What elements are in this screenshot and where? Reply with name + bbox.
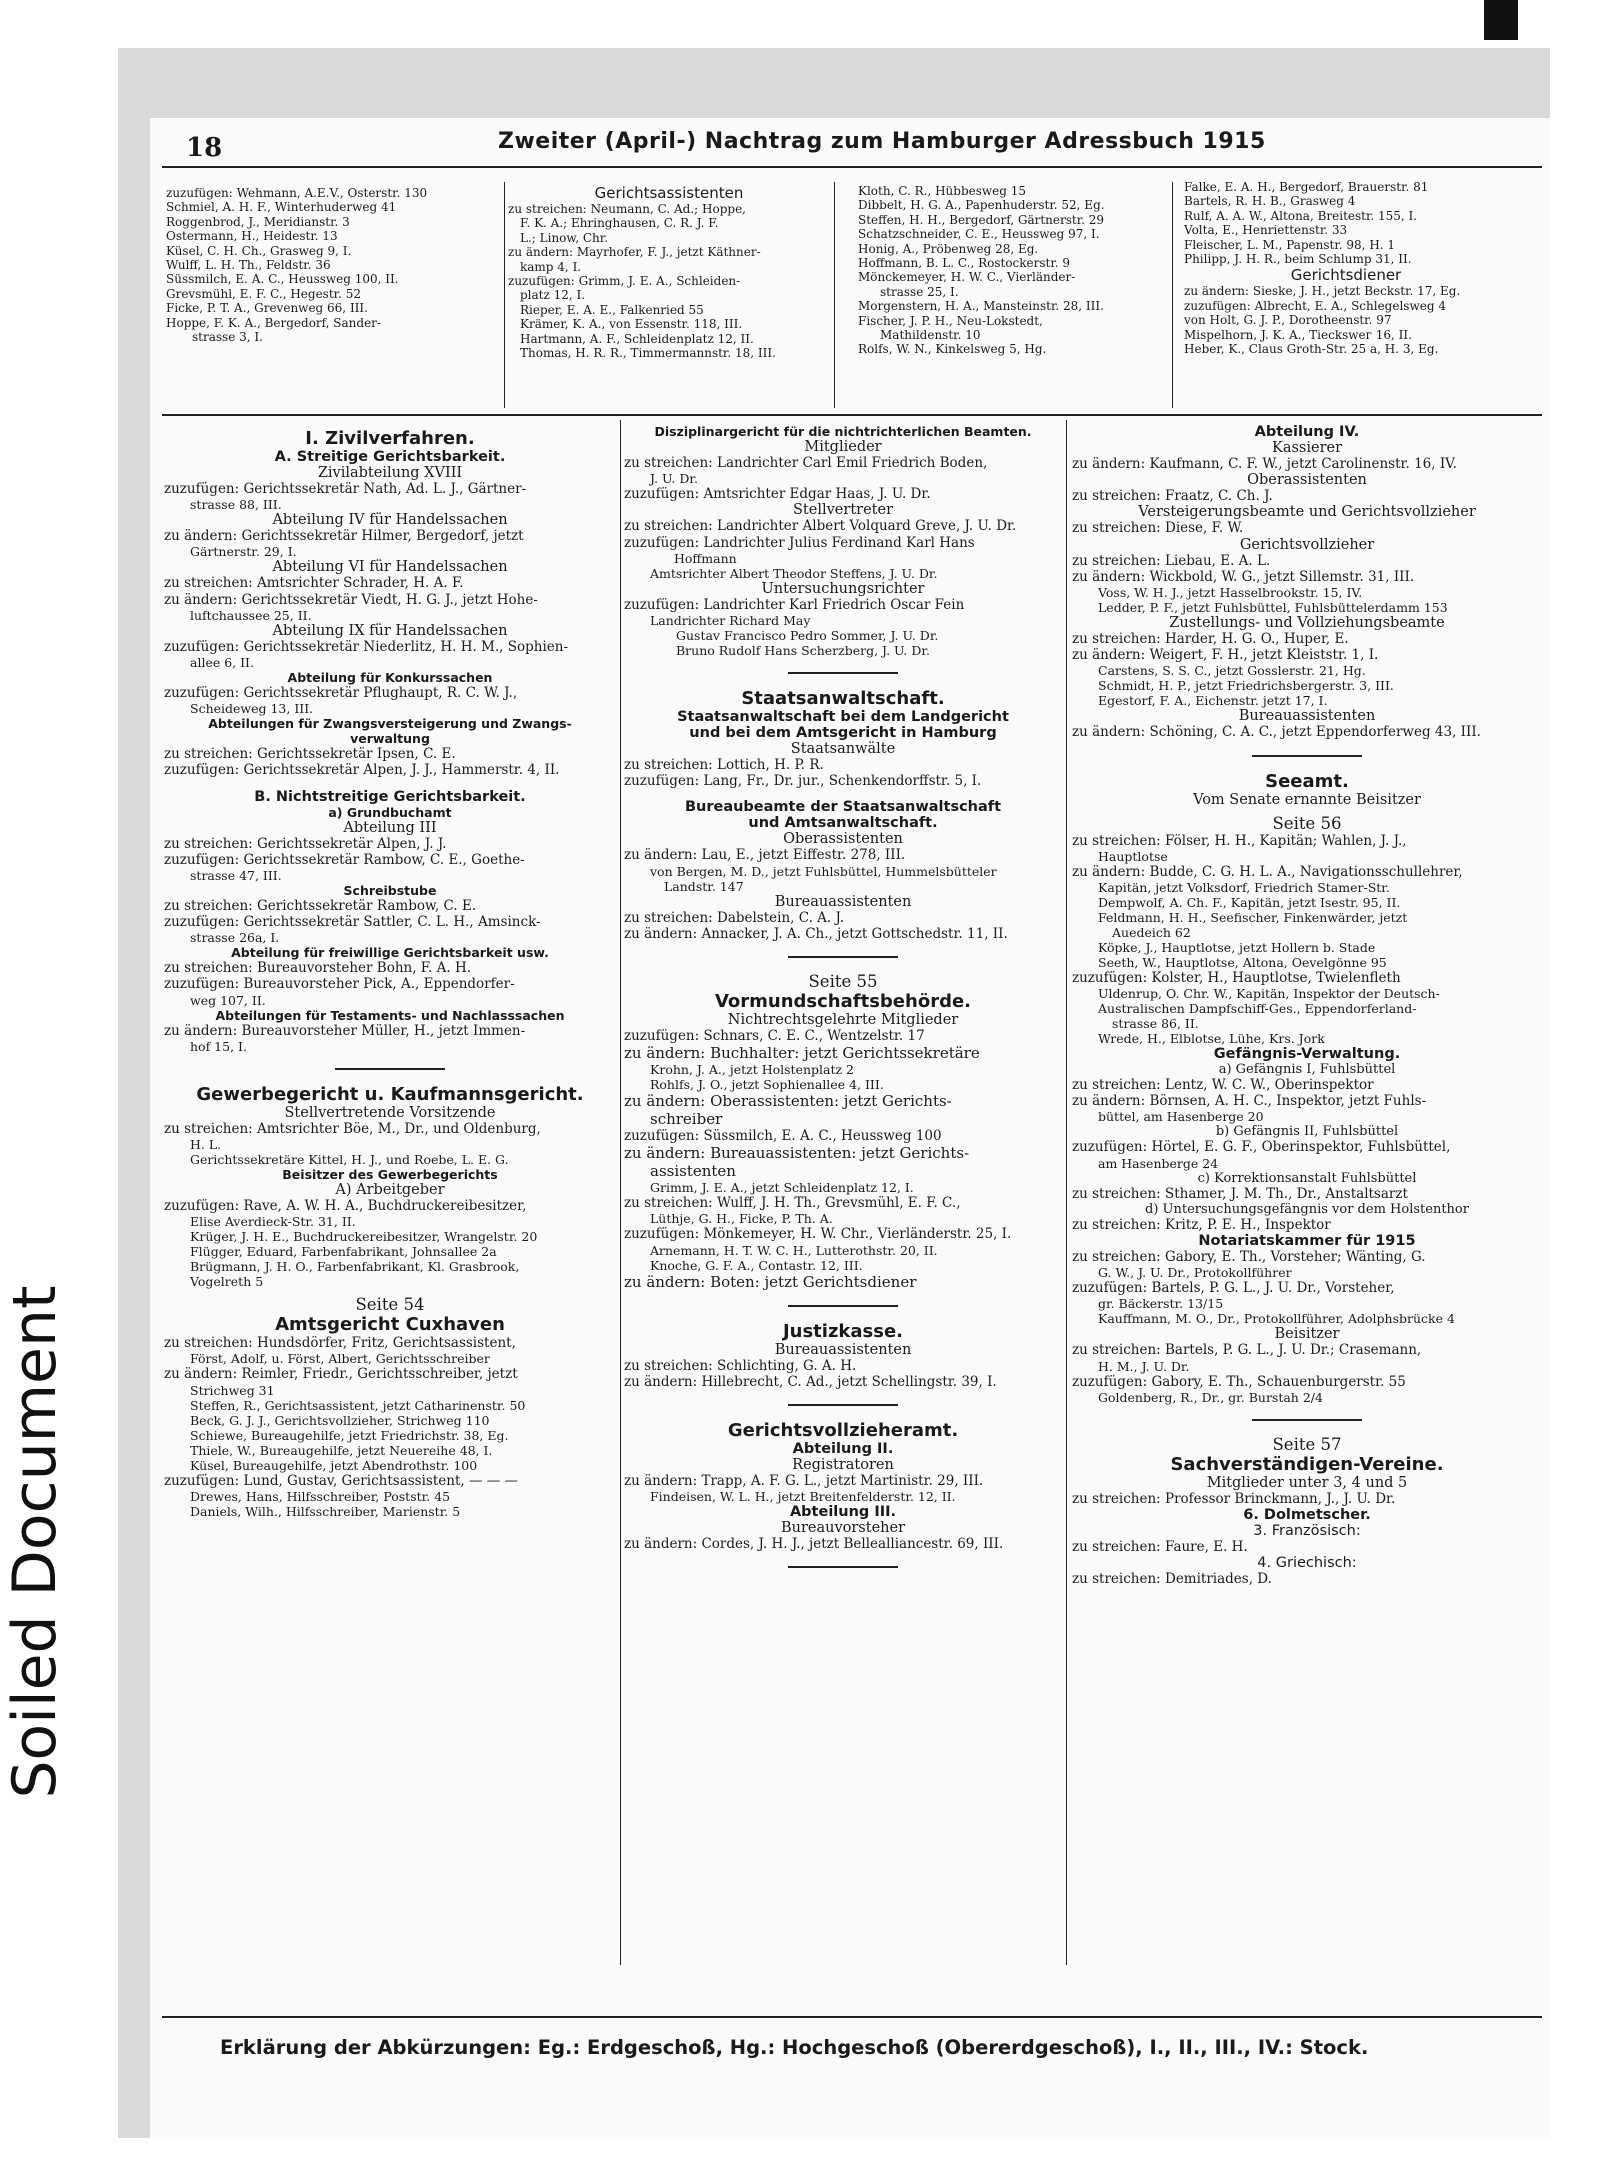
list-item: zuzufügen: Gerichtssekretär Alpen, J. J., Hammerstr. 4, II.: [164, 762, 560, 779]
list-item: Fleischer, L. M., Papenstr. 98, H. 1: [1184, 237, 1396, 252]
list-item: zu streichen: Lentz, W. C. W., Oberinspektor: [1072, 1077, 1374, 1094]
section-heading: Justizkasse.: [782, 1320, 904, 1342]
list-item: zu ändern: Cordes, J. H. J., jetzt Bellealliancestr. 69, III.: [624, 1536, 1004, 1553]
list-item: zu streichen: Bureauvorsteher Bohn, F. A. H.: [164, 960, 472, 977]
middle-column: [624, 424, 1062, 1964]
list-item: Daniels, Wilh., Hilfsschreiber, Marienstr. 5: [190, 1503, 461, 1519]
list-item: F. K. A.; Ehringhausen, C. R. J. F.: [520, 216, 719, 231]
list-item: zu ändern: Hillebrecht, C. Ad., jetzt Schellingstr. 39, I.: [624, 1373, 997, 1390]
list-item: Egestorf, F. A., Eichenstr. jetzt 17, I.: [1098, 693, 1328, 709]
subheading: Abteilung für freiwillige Gerichtsbarkeit usw.: [231, 945, 549, 961]
list-item: zuzufügen: Schnars, C. E. C., Wentzelstr. 17: [624, 1027, 925, 1044]
list-item: Mönckemeyer, H. W. C., Vierländer-: [858, 270, 1076, 285]
list-item: zuzufügen: Gerichtssekretär Rambow, C. E., Goethe-: [164, 851, 525, 868]
list-item: zuzufügen: Süssmilch, E. A. C., Heussweg 100: [624, 1128, 942, 1145]
list-item: Voss, W. H. J., jetzt Hasselbrookstr. 15, IV.: [1098, 584, 1363, 600]
list-item: zuzufügen: Bureauvorsteher Pick, A., Eppendorfer-: [164, 976, 515, 993]
list-item: weg 107, II.: [190, 992, 266, 1008]
list-item: strasse 47, III.: [190, 867, 282, 883]
list-item: Philipp, J. H. R., beim Schlump 31, II.: [1184, 251, 1412, 266]
side-label: Soiled Document: [0, 1285, 70, 1799]
list-item: Volta, E., Henriettenstr. 33: [1184, 223, 1348, 238]
section-heading: und Amtsanwaltschaft.: [748, 815, 938, 832]
list-item: Honig, A., Pröbenweg 28, Eg.: [858, 241, 1039, 256]
subheading: Oberassistenten: [783, 831, 903, 848]
subheading: Untersuchungsrichter: [761, 580, 925, 597]
list-item: zu streichen: Faure, E. H.: [1072, 1538, 1248, 1555]
subheading: Beisitzer: [1274, 1326, 1340, 1343]
list-item: zu ändern: Weigert, F. H., jetzt Kleiststr. 1, I.: [1072, 647, 1379, 664]
list-item: Bartels, R. H. B., Grasweg 4: [1184, 194, 1356, 209]
list-item: Hoffmann: [674, 550, 737, 566]
list-item: Steffen, R., Gerichtsassistent, jetzt Catharinenstr. 50: [190, 1397, 526, 1413]
subheading: Kassierer: [1271, 440, 1343, 456]
list-item: von Holt, G. J. P., Dorotheenstr. 97: [1184, 313, 1392, 328]
list-item: J. U. Dr.: [650, 471, 698, 487]
list-item: kamp 4, I.: [520, 259, 582, 274]
list-item: zu ändern: Bureauvorsteher Müller, H., jetzt Immen-: [164, 1022, 526, 1039]
section-heading: Staatsanwaltschaft.: [741, 687, 945, 709]
list-item: Krüger, J. H. E., Buchdruckereibesitzer, Wrangelstr. 20: [190, 1229, 538, 1245]
list-item: zuzufügen: Gabory, E. Th., Schauenburgerstr. 55: [1072, 1373, 1406, 1390]
top-column-3: [858, 184, 1170, 410]
list-item: zuzufügen: Lang, Fr., Dr. jur., Schenkendorffstr. 5, I.: [624, 773, 982, 790]
list-item: Seeth, W., Hauptlotse, Altona, Oevelgönne 95: [1098, 954, 1387, 970]
section-heading: Notariatskammer für 1915: [1198, 1233, 1416, 1249]
subheading: c) Korrektionsanstalt Fuhlsbüttel: [1197, 1170, 1417, 1186]
list-item: von Bergen, M. D., jetzt Fuhlsbüttel, Hummelsbütteler: [650, 863, 997, 879]
list-item: Kloth, C. R., Hübbesweg 15: [858, 184, 1027, 198]
list-item: zu streichen: Fraatz, C. Ch. J.: [1072, 488, 1273, 505]
list-item: zu streichen: Schlichting, G. A. H.: [624, 1357, 857, 1374]
list-item: Roggenbrod, J., Meridianstr. 3: [166, 214, 350, 229]
subheading: verwaltung: [350, 731, 430, 747]
list-item: Rohlfs, J. O., jetzt Sophienallee 4, III.: [650, 1077, 884, 1093]
divider: [788, 672, 898, 674]
list-item: Küsel, C. H. Ch., Grasweg 9, I.: [166, 243, 352, 258]
list-item: assistenten: [650, 1162, 736, 1181]
subheading: a) Gefängnis I, Fuhlsbüttel: [1218, 1062, 1396, 1078]
list-item: zuzufügen: Kolster, H., Hauptlotse, Twielenfleth: [1072, 969, 1401, 986]
divider: [1252, 755, 1362, 757]
list-item: Kapitän, jetzt Volksdorf, Friedrich Stamer-Str.: [1098, 879, 1390, 895]
section-heading: und bei dem Amtsgericht in Hamburg: [689, 724, 997, 741]
subheading: Versteigerungsbeamte und Gerichtsvollzieher: [1138, 504, 1476, 521]
list-item: zuzufügen: Lund, Gustav, Gerichtsassistent, — — —: [164, 1472, 519, 1489]
subheading: Beisitzer des Gewerbegerichts: [282, 1167, 498, 1182]
list-item: zu streichen: Diese, F. W.: [1072, 520, 1244, 537]
column-rule: [504, 182, 505, 408]
list-item: zu ändern: Mayrhofer, F. J., jetzt Käthner-: [508, 245, 761, 260]
list-item: zuzufügen: Gerichtssekretär Nath, Ad. L. J., Gärtner-: [164, 481, 527, 497]
list-item: büttel, am Hasenberge 20: [1098, 1109, 1264, 1125]
subheading: Abteilung für Konkurssachen: [287, 669, 493, 685]
list-item: zu streichen: Sthamer, J. M. Th., Dr., Anstaltsarzt: [1072, 1185, 1408, 1202]
list-item: Mispelhorn, J. K. A., Tieckswег 16, II.: [1184, 327, 1412, 342]
list-item: Feldmann, H. H., Seefischer, Finkenwärder, jetzt: [1098, 909, 1408, 925]
list-item: strasse 88, III.: [190, 497, 282, 513]
section-heading: Amtsgericht Cuxhaven: [275, 1314, 505, 1336]
list-item: zu ändern: Wickbold, W. G., jetzt Sillemstr. 31, III.: [1072, 568, 1415, 585]
list-item: Carstens, S. S. C., jetzt Gosslerstr. 21, Hg.: [1098, 663, 1366, 679]
list-item: zu streichen: Harder, H. G. O., Huper, E.: [1072, 630, 1349, 647]
subheading: Abteilung II.: [792, 1441, 894, 1457]
list-item: H. L.: [190, 1137, 222, 1152]
list-item: zuzufügen: Rave, A. W. H. A., Buchdruckereibesitzer,: [164, 1198, 527, 1214]
list-item: Schatzschneider, C. E., Heussweg 97, I.: [858, 227, 1100, 242]
list-item: Hoppe, F. K. A., Bergedorf, Sander-: [166, 315, 381, 330]
list-item: Fischer, J. P. H., Neu-Lokstedt,: [858, 313, 1043, 328]
list-item: luftchaussee 25, II.: [190, 607, 312, 623]
list-item: zuzufügen: Landrichter Julius Ferdinand Karl Hans: [624, 534, 975, 551]
divider: [335, 1068, 445, 1070]
section-heading: Vormundschaftsbehörde.: [714, 990, 972, 1012]
list-item: Rieper, E. A. E., Falkenried 55: [520, 302, 704, 317]
list-item: zuzufügen: Mönkemeyer, H. W. Chr., Vierländerstr. 25, I.: [624, 1226, 1012, 1243]
list-item: H. M., J. U. Dr.: [1098, 1358, 1190, 1374]
list-item: Gerichtssekretäre Kittel, H. J., und Roebe, L. E. G.: [190, 1152, 509, 1167]
list-item: Krämer, K. A., von Essenstr. 118, III.: [520, 317, 743, 332]
list-item: zu streichen: Fölser, H. H., Kapitän; Wahlen, J. J.,: [1072, 832, 1407, 849]
list-item: strasse 26a, I.: [190, 930, 280, 946]
divider: [788, 1566, 898, 1568]
list-item: Ficke, P. T. A., Grevenweg 66, III.: [166, 301, 368, 316]
list-item: zuzufügen: Grimm, J. E. A., Schleiden-: [508, 273, 741, 288]
list-item: Ostermann, H., Heidestr. 13: [166, 229, 338, 244]
column-rule: [1172, 182, 1173, 408]
list-item: zuzufügen: Hörtel, E. G. F., Oberinspektor, Fuhlsbüttel,: [1072, 1139, 1451, 1156]
list-item: Landrichter Richard May: [650, 612, 811, 628]
list-item: zu streichen: Landrichter Albert Volquard Greve, J. U. Dr.: [624, 518, 1017, 535]
list-item: zuzufügen: Gerichtssekretär Niederlitz, H. H. M., Sophien-: [164, 638, 569, 655]
list-item: Heber, K., Claus Groth-Str. 25 a, H. 3, Eg.: [1184, 341, 1439, 356]
list-item: Dibbelt, H. G. A., Papenhuderstr. 52, Eg.: [858, 198, 1105, 213]
list-item: Australischen Dampfschiff-Ges., Eppendorferland-: [1098, 1001, 1417, 1017]
list-item: Falke, E. A. H., Bergedorf, Brauerstr. 81: [1184, 180, 1429, 194]
list-item: Amtsrichter Albert Theodor Steffens, J. U. Dr.: [650, 565, 938, 581]
list-item: Hauptlotse: [1098, 848, 1168, 864]
list-item: Thiele, W., Bureaugehilfe, jetzt Neuereihe 48, I.: [190, 1442, 493, 1458]
section-heading: Gerichtsvollzieheramt.: [727, 1420, 959, 1441]
running-head: Zweiter (April-) Nachtrag zum Hamburger Adressbuch 1915: [498, 129, 1266, 154]
list-item: zu streichen: Hundsdörfer, Fritz, Gerichtsassistent,: [164, 1335, 516, 1352]
list-item: Knoche, G. F. A., Contastr. 12, III.: [650, 1257, 863, 1273]
list-item: zu ändern: Annacker, J. A. Ch., jetzt Gottschedstr. 11, II.: [624, 925, 1008, 942]
list-item: G. W., J. U. Dr., Protokollführer: [1098, 1265, 1292, 1281]
list-item: Uldenrup, O. Chr. W., Kapitän, Inspektor der Deutsch-: [1098, 986, 1440, 1002]
list-item: Rolfs, W. N., Kinkelsweg 5, Hg.: [858, 342, 1047, 357]
list-item: zu streichen: Bartels, P. G. L., J. U. Dr.; Crasemann,: [1072, 1342, 1422, 1359]
list-item: Först, Adolf, u. Först, Albert, Gerichtsschreiber: [190, 1351, 490, 1367]
list-item: zu streichen: Neumann, C. Ad.; Hoppe,: [508, 202, 746, 216]
list-item: hof 15, I.: [190, 1038, 247, 1054]
subheading: Nichtrechtsgelehrte Mitglieder: [727, 1011, 959, 1028]
list-item: L.; Linow, Chr.: [520, 230, 609, 245]
list-item: gr. Bäckerstr. 13/15: [1098, 1296, 1224, 1312]
right-column: [1072, 424, 1542, 1964]
list-item: zu streichen: Dabelstein, C. A. J.: [624, 909, 845, 926]
list-item: Strichweg 31: [190, 1382, 275, 1398]
list-item: Wulff, L. H. Th., Feldstr. 36: [166, 257, 331, 272]
divider: [788, 1404, 898, 1406]
top-column-2: [508, 184, 830, 410]
left-column: [164, 428, 616, 1968]
page-ref: Seite 56: [1272, 813, 1342, 833]
page-ref: Seite 54: [355, 1295, 425, 1315]
list-item: Schmidt, H. P., jetzt Friedrichsbergerstr. 3, III.: [1098, 678, 1394, 694]
list-item: Scheideweg 13, III.: [190, 701, 314, 717]
list-item: Köpke, J., Hauptlotse, jetzt Hollern b. Stade: [1098, 939, 1376, 955]
list-item: Arnemann, H. T. W. C. H., Lutterothstr. 20, II.: [650, 1242, 938, 1258]
list-item: zu ändern: Kaufmann, C. F. W., jetzt Carolinenstr. 16, IV.: [1072, 456, 1457, 472]
subheading: Abteilung IV für Handelssachen: [272, 512, 508, 529]
list-item: Mathildenstr. 10: [880, 327, 981, 342]
list-item: strasse 25, I.: [880, 284, 959, 299]
list-item: Küsel, Bureaugehilfe, jetzt Abendrothstr. 100: [190, 1457, 478, 1473]
list-item: Flügger, Eduard, Farbenfabrikant, Johnsallee 2a: [190, 1244, 497, 1260]
divider: [788, 1305, 898, 1307]
section-heading: Gerichtsassistenten: [594, 184, 744, 202]
subheading: Abteilungen für Testaments- und Nachlasssachen: [215, 1007, 565, 1023]
list-item: zu streichen: Liebau, E. A. L.: [1072, 552, 1271, 569]
subheading: Mitglieder: [804, 439, 882, 455]
list-item: zu ändern: Gerichtssekretär Viedt, H. G. J., jetzt Hohe-: [164, 591, 538, 608]
subheading: d) Untersuchungsgefängnis vor dem Holstenthor: [1145, 1201, 1469, 1217]
list-item: zu streichen: Amtsrichter Schrader, H. A. F.: [164, 575, 464, 592]
subheading: Abteilung III.: [789, 1504, 897, 1521]
subheading: b) Gefängnis II, Fuhlsbüttel: [1215, 1124, 1399, 1140]
subheading: Bureauassistenten: [1238, 708, 1376, 725]
list-item: Brügmann, J. H. O., Farbenfabrikant, Kl. Grasbrook,: [190, 1259, 520, 1275]
list-item: zu streichen: Wulff, J. H. Th., Grevsmühl, E. F. C.,: [624, 1195, 961, 1212]
list-item: am Hasenberge 24: [1098, 1155, 1219, 1171]
list-item: Hoffmann, B. L. C., Rostockerstr. 9: [858, 255, 1071, 270]
list-item: Grimm, J. E. A., jetzt Schleidenplatz 12, I.: [650, 1180, 914, 1196]
list-item: strasse 3, I.: [192, 329, 263, 344]
list-item: Beck, G. J. J., Gerichtsvollzieher, Strichweg 110: [190, 1412, 490, 1428]
list-item: Rulf, A. A. W., Altona, Breitestr. 155, I.: [1184, 208, 1418, 223]
list-item: strasse 86, II.: [1112, 1016, 1199, 1032]
list-item: Lüthje, G. H., Ficke, P. Th. A.: [650, 1211, 833, 1227]
list-item: zu ändern: Buchhalter: jetzt Gerichtssekretäre: [624, 1044, 980, 1063]
list-item: zuzufügen: Albrecht, E. A., Schlegelsweg 4: [1184, 298, 1446, 313]
subheading: Bureauvorsteher: [780, 1520, 906, 1537]
abbreviations-note: Erklärung der Abkürzungen: Eg.: Erdgeschoß, Hg.: Hochgeschoß (Obererdgeschoß), I., II., III., IV.: Stock.: [220, 2036, 1369, 2059]
list-item: Findeisen, W. L. H., jetzt Breitenfelderstr. 12, II.: [650, 1489, 956, 1505]
list-item: Dempwolf, A. Ch. F., Kapitän, jetzt Isestr. 95, II.: [1098, 894, 1401, 910]
list-item: Kauffmann, M. O., Dr., Protokollführer, Adolphsbrücke 4: [1098, 1311, 1455, 1327]
column-rule: [620, 420, 621, 1965]
list-item: zu streichen: Professor Brinckmann, J., J. U. Dr.: [1072, 1490, 1396, 1507]
page-ref: Seite 55: [808, 971, 878, 991]
list-item: Hartmann, A. F., Schleidenplatz 12, II.: [520, 331, 754, 346]
list-item: Grevsmühl, E. F. C., Hegestr. 52: [166, 286, 361, 301]
section-heading: Seeamt.: [1265, 770, 1349, 792]
list-item: zu streichen: Gerichtssekretär Ipsen, C. E.: [164, 746, 456, 763]
list-item: Steffen, H. H., Bergedorf, Gärtnerstr. 29: [858, 212, 1105, 227]
column-rule: [834, 182, 835, 408]
list-item: Ledder, P. F., jetzt Fuhlsbüttel, Fuhlsbüttelerdamm 153: [1098, 599, 1448, 615]
section-heading: B. Nichtstreitige Gerichtsbarkeit.: [254, 788, 526, 805]
subheading: Stellvertretende Vorsitzende: [284, 1104, 496, 1121]
subheading: Bureauassistenten: [774, 1341, 912, 1358]
subheading: Stellvertreter: [793, 502, 893, 519]
list-item: zu ändern: Gerichtssekretär Hilmer, Bergedorf, jetzt: [164, 528, 524, 545]
subheading: Abteilung VI für Handelssachen: [272, 559, 508, 576]
list-item: platz 12, I.: [520, 288, 586, 303]
top-column-1: [166, 186, 502, 410]
list-item: Thomas, H. R. R., Timmermannstr. 18, III.: [520, 345, 776, 360]
list-item: zuzufügen: Gerichtssekretär Pflughaupt, R. C. W. J.,: [164, 684, 518, 701]
list-item: Krohn, J. A., jetzt Holstenplatz 2: [650, 1062, 854, 1078]
subheading: Mitglieder unter 3, 4 und 5: [1206, 1474, 1408, 1491]
list-item: zu streichen: Lottich, H. P. R.: [624, 756, 824, 773]
list-item: zu streichen: Kritz, P. E. H., Inspektor: [1072, 1216, 1331, 1233]
list-item: zu streichen: Demitriades, D.: [1072, 1571, 1272, 1588]
subheading: Abteilungen für Zwangsversteigerung und Zwangs-: [208, 716, 572, 732]
section-heading: I. Zivilverfahren.: [305, 428, 475, 449]
list-item: Drewes, Hans, Hilfsschreiber, Poststr. 45: [190, 1488, 451, 1504]
list-item: zu streichen: Gerichtssekretär Alpen, J. J.: [164, 835, 447, 852]
list-item: zu streichen: Gabory, E. Th., Vorsteher; Wänting, G.: [1072, 1249, 1426, 1265]
subheading: Gerichtsvollzieher: [1239, 536, 1375, 553]
subheading: Vom Senate ernannte Beisitzer: [1193, 791, 1421, 808]
column-rule: [1066, 420, 1067, 1965]
list-item: zu streichen: Amtsrichter Böe, M., Dr., und Oldenburg,: [164, 1120, 541, 1137]
list-item: zu ändern: Lau, E., jetzt Eiffestr. 278, III.: [624, 847, 906, 864]
divider: [788, 956, 898, 958]
list-item: zu ändern: Sieske, J. H., jetzt Beckstr. 17, Eg.: [1184, 284, 1461, 299]
list-item: zu ändern: Schöning, C. A. C., jetzt Eppendorferweg 43, III.: [1072, 724, 1481, 741]
section-rule: [162, 414, 1542, 416]
section-heading: A. Streitige Gerichtsbarkeit.: [274, 449, 506, 465]
scan-edge-mark: [1484, 0, 1518, 40]
list-item: Auedeich 62: [1112, 924, 1191, 940]
subheading: A) Arbeitgeber: [335, 1182, 445, 1198]
section-heading: Gefängnis-Verwaltung.: [1213, 1046, 1401, 1063]
subheading: Schreibstube: [343, 882, 437, 898]
list-item: zuzufügen: Bartels, P. G. L., J. U. Dr., Vorsteher,: [1072, 1280, 1395, 1297]
subheading: Abteilung IX für Handelssachen: [272, 622, 508, 639]
subheading: Oberassistenten: [1247, 472, 1367, 489]
subheading: Registratoren: [792, 1457, 894, 1473]
page-ref: Seite 57: [1272, 1434, 1342, 1454]
list-item: zuzufügen: Wehmann, A.E.V., Osterstr. 130: [166, 186, 428, 200]
section-heading: Staatsanwaltschaft bei dem Landgericht: [677, 708, 1009, 725]
subheading: 4. Griechisch:: [1257, 1555, 1357, 1572]
list-item: Wrede, H., Elblotse, Lühe, Krs. Jork: [1098, 1031, 1325, 1047]
subheading: Bureauassistenten: [774, 893, 912, 910]
section-heading: Gewerbegericht u. Kaufmannsgericht.: [196, 1083, 584, 1105]
list-item: zu ändern: Oberassistenten: jetzt Gerichts-: [624, 1092, 952, 1111]
list-item: Bruno Rudolf Hans Scherzberg, J. U. Dr.: [676, 642, 930, 658]
list-item: Goldenberg, R., Dr., gr. Burstah 2/4: [1098, 1389, 1323, 1405]
list-item: Schmiel, A. H. F., Winterhuderweg 41: [166, 200, 397, 215]
list-item: Vogelreth 5: [190, 1274, 264, 1290]
list-item: schreiber: [650, 1110, 723, 1129]
list-item: Landstr. 147: [664, 878, 744, 894]
list-item: zu ändern: Trapp, A. F. G. L., jetzt Martinistr. 29, III.: [624, 1473, 984, 1489]
header-rule: [162, 166, 1542, 168]
list-item: Elise Averdieck-Str. 31, II.: [190, 1214, 356, 1230]
section-heading: Bureaubeamte der Staatsanwaltschaft: [684, 799, 1002, 816]
list-item: zuzufügen: Gerichtssekretär Sattler, C. L. H., Amsinck-: [164, 914, 541, 931]
list-item: zuzufügen: Landrichter Karl Friedrich Oscar Fein: [624, 596, 965, 613]
list-item: zu ändern: Budde, C. G. H. L. A., Navigationsschullehrer,: [1072, 863, 1463, 880]
list-item: zu ändern: Bureauassistenten: jetzt Gerichts-: [624, 1144, 970, 1163]
subheading: 3. Französisch:: [1253, 1522, 1361, 1539]
list-item: Schiewe, Bureaugehilfe, jetzt Friedrichstr. 38, Eg.: [190, 1427, 509, 1443]
list-item: zu ändern: Boten: jetzt Gerichtsdiener: [624, 1272, 917, 1291]
subheading: Zivilabteilung XVIII: [317, 465, 463, 481]
section-heading: Abteilung IV.: [1254, 424, 1360, 440]
section-heading: Sachverständigen-Vereine.: [1170, 1453, 1444, 1475]
list-item: Morgenstern, H. A., Mansteinstr. 28, III.: [858, 299, 1104, 314]
subheading: Abteilung III: [343, 819, 437, 836]
divider: [1252, 1419, 1362, 1421]
section-heading: Disziplinargericht für die nichtrichterlichen Beamten.: [654, 424, 1032, 439]
page-number: 18: [186, 133, 223, 163]
list-item: allee 6, II.: [190, 654, 254, 670]
subheading: Staatsanwälte: [790, 740, 896, 757]
section-heading: 6. Dolmetscher.: [1243, 1506, 1371, 1523]
list-item: Gustav Francisco Pedro Sommer, J. U. Dr.: [676, 627, 939, 643]
list-item: zuzufügen: Amtsrichter Edgar Haas, J. U. Dr.: [624, 486, 931, 503]
list-item: zu ändern: Börnsen, A. H. C., Inspektor, jetzt Fuhls-: [1072, 1093, 1427, 1110]
section-heading: Gerichtsdiener: [1290, 266, 1402, 285]
list-item: zu streichen: Landrichter Carl Emil Friedrich Boden,: [624, 455, 988, 471]
list-item: Gärtnerstr. 29, I.: [190, 544, 297, 560]
subheading: a) Grundbuchamt: [328, 804, 452, 820]
top-column-4: [1184, 180, 1508, 410]
list-item: Süssmilch, E. A. C., Heussweg 100, II.: [166, 272, 399, 287]
list-item: zu ändern: Reimler, Friedr., Gerichtsschreiber, jetzt: [164, 1366, 518, 1383]
footer-rule: [162, 2016, 1542, 2018]
list-item: zu streichen: Gerichtssekretär Rambow, C. E.: [164, 897, 477, 914]
subheading: Zustellungs- und Vollziehungsbeamte: [1169, 614, 1445, 631]
